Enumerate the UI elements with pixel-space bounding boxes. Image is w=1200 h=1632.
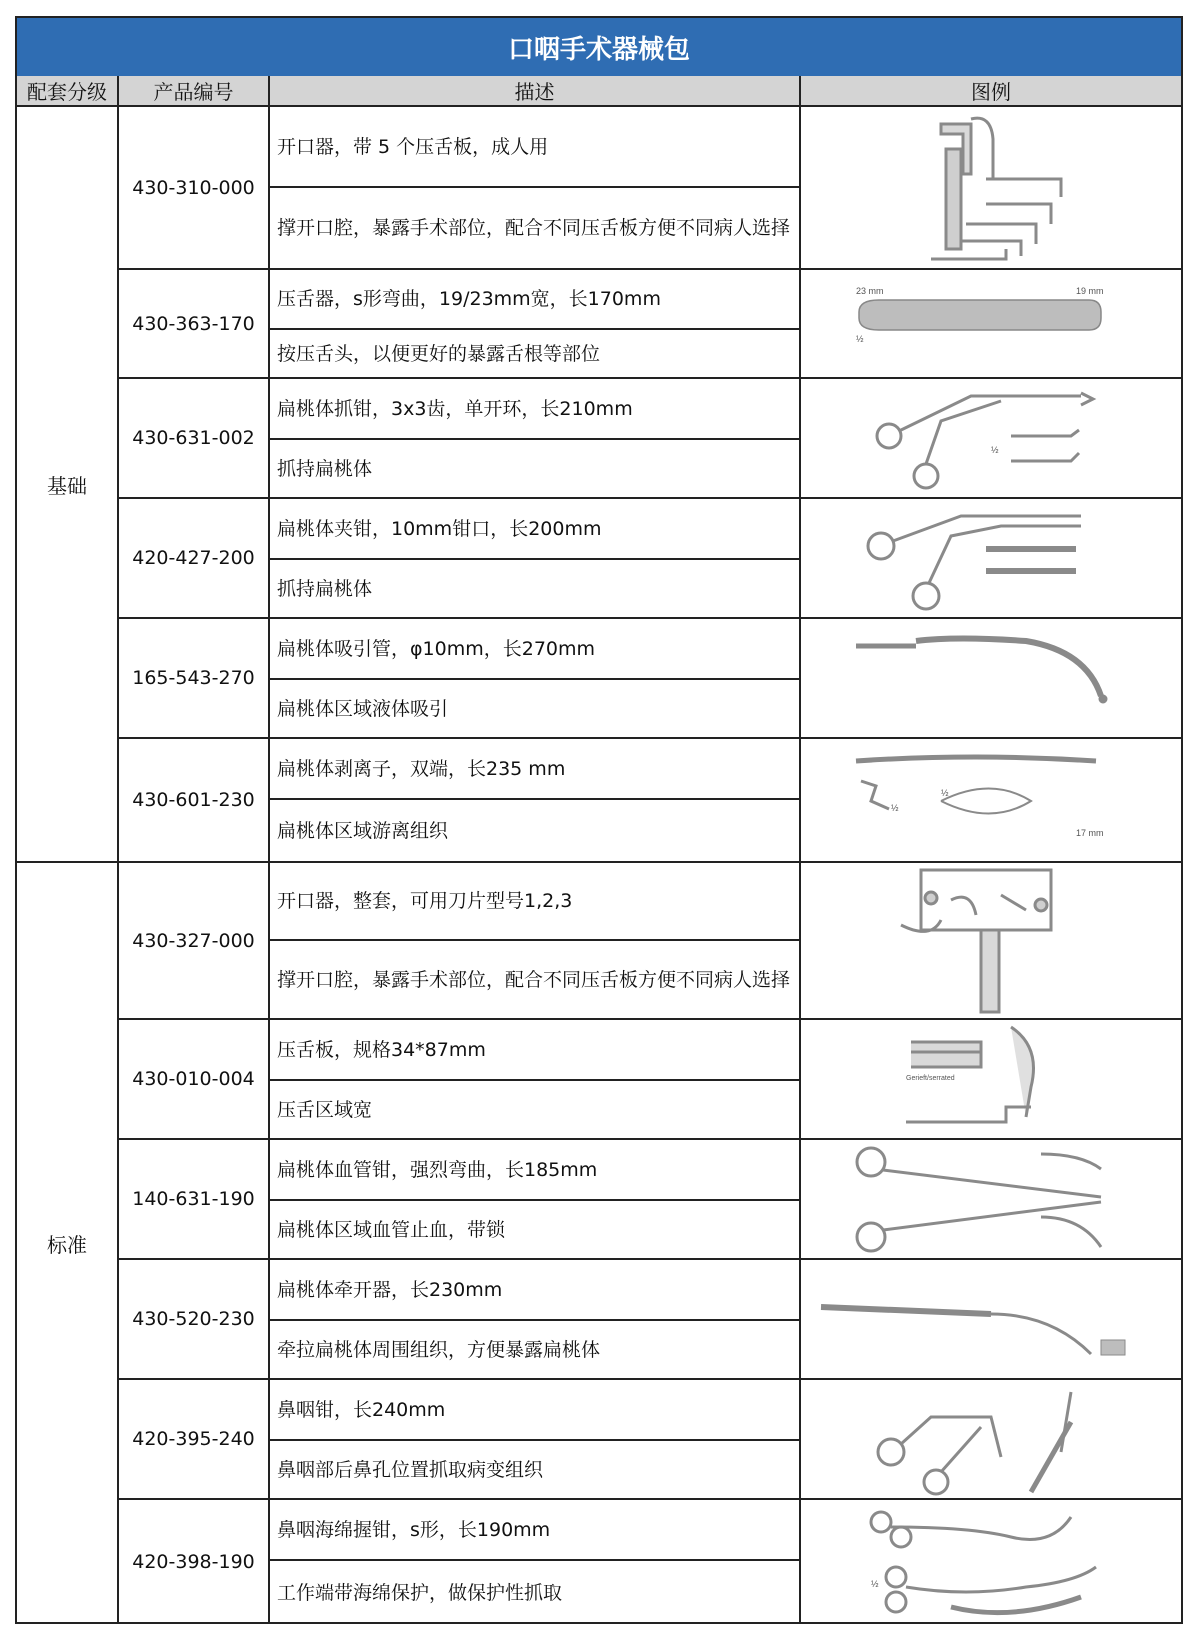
figure-label: 17 mm [1076, 828, 1104, 838]
product-name: 鼻咽海绵握钳，s形，长190mm [277, 1518, 551, 1541]
suction-tube-icon [801, 621, 1181, 735]
group-label-basic: 基础 [47, 473, 87, 498]
product-detail: 扁桃体区域血管止血，带锁 [277, 1218, 506, 1241]
product-name: 扁桃体牵开器，长230mm [277, 1278, 503, 1301]
figure-label: ½ [891, 803, 899, 813]
header-code: 产品编号 [153, 80, 234, 104]
product-code: 430-363-170 [132, 312, 255, 335]
figure-label: ½ [856, 334, 864, 344]
product-detail: 牵拉扁桃体周围组织，方便暴露扁桃体 [277, 1338, 601, 1361]
tonsil-dissector-icon [801, 741, 1181, 859]
product-name: 开口器，带 5 个压舌板，成人用 [277, 135, 549, 158]
mouth-gag-frame-icon [801, 865, 1181, 1016]
product-code: 430-310-000 [132, 176, 255, 199]
tonsil-grasping-forceps-icon [801, 381, 1181, 495]
product-name: 压舌器，s形弯曲，19/23mm宽，长170mm [277, 288, 661, 310]
grid-line [268, 76, 270, 1624]
product-code: 430-327-000 [132, 929, 255, 952]
product-detail: 鼻咽部后鼻孔位置抓取病变组织 [277, 1458, 544, 1481]
product-code: 140-631-190 [132, 1188, 255, 1210]
product-detail: 按压舌头，以便更好的暴露舌根等部位 [277, 342, 601, 365]
tongue-blade-icon [801, 1022, 1181, 1136]
header-figure: 图例 [971, 80, 1011, 104]
product-code: 430-601-230 [132, 789, 255, 811]
product-detail: 抓持扁桃体 [277, 457, 373, 480]
product-code: 420-395-240 [132, 1428, 255, 1450]
figure-label: 23 mm [856, 286, 884, 296]
figure-label: Gerieft/serrated [906, 1075, 955, 1082]
curved-hemostat-icon [801, 1142, 1181, 1256]
group-label-standard: 标准 [47, 1233, 87, 1257]
figure-label: ½ [871, 1579, 879, 1589]
product-detail: 撑开口腔，暴露手术部位，配合不同压舌板方便不同病人选择 [277, 217, 791, 239]
product-name: 鼻咽钳，长240mm [277, 1398, 446, 1421]
product-name: 开口器，整套，可用刀片型号1,2,3 [277, 890, 573, 912]
product-code: 420-398-190 [132, 1551, 255, 1573]
product-detail: 工作端带海绵保护，做保护性抓取 [277, 1581, 563, 1604]
tonsil-holding-forceps-icon [801, 501, 1181, 615]
product-code: 430-520-230 [132, 1308, 255, 1330]
product-code: 420-427-200 [132, 547, 255, 569]
product-detail: 压舌区域宽 [277, 1098, 373, 1121]
product-name: 扁桃体夹钳，10mm钳口，长200mm [277, 517, 602, 540]
product-name: 扁桃体吸引管，φ10mm，长270mm [277, 637, 596, 660]
header-row [17, 76, 1181, 107]
product-name: 扁桃体抓钳，3x3齿，单开环，长210mm [277, 397, 633, 420]
product-name: 扁桃体剥离子，双端，长235 mm [277, 757, 566, 780]
product-name: 扁桃体血管钳，强烈弯曲，长185mm [277, 1158, 598, 1181]
instrument-table [15, 16, 1183, 1624]
figure-label: ½ [941, 788, 949, 798]
product-code: 430-010-004 [132, 1068, 255, 1090]
header-level: 配套分级 [27, 80, 107, 104]
product-detail: 扁桃体区域液体吸引 [277, 697, 449, 720]
product-code: 165-543-270 [132, 667, 255, 689]
product-code: 430-631-002 [132, 427, 255, 449]
product-detail: 撑开口腔，暴露手术部位，配合不同压舌板方便不同病人选择 [277, 968, 791, 991]
sponge-holding-forceps-icon [801, 1502, 1181, 1622]
header-description: 描述 [514, 80, 555, 104]
product-detail: 扁桃体区域游离组织 [277, 819, 449, 842]
mouth-gag-with-blades-icon [801, 109, 1181, 266]
product-detail: 抓持扁桃体 [277, 577, 373, 600]
table-title: 口咽手术器械包 [17, 18, 1181, 78]
tongue-depressor-icon [801, 272, 1181, 375]
nasopharyngeal-forceps-icon [801, 1382, 1181, 1496]
product-name: 压舌板，规格34*87mm [277, 1038, 486, 1061]
tonsil-retractor-icon [801, 1262, 1181, 1376]
figure-label: 19 mm [1076, 286, 1104, 296]
figure-label: ½ [991, 445, 999, 455]
